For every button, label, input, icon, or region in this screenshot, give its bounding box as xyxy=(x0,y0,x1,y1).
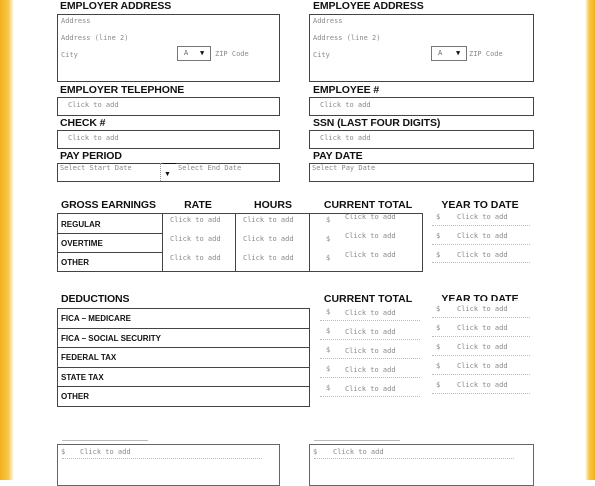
social-security-current-field[interactable]: Click to add xyxy=(345,328,396,336)
currency-symbol: $ xyxy=(326,308,331,316)
overtime-current-field[interactable]: Click to add xyxy=(345,232,396,240)
deductions-row-label: FICA – SOCIAL SECURITY xyxy=(61,334,162,343)
ytd-dotted-line xyxy=(432,393,530,394)
earnings-col-divider xyxy=(422,213,423,271)
date-picker-mark xyxy=(163,163,176,164)
overtime-rate-field[interactable]: Click to add xyxy=(170,235,221,243)
employer-telephone-label: EMPLOYER TELEPHONE xyxy=(60,84,185,96)
gross-earnings-header: GROSS EARNINGS xyxy=(61,199,156,211)
employee-zip-field[interactable]: ZIP Code xyxy=(469,50,503,58)
other-hours-field[interactable]: Click to add xyxy=(243,254,294,262)
regular-ytd-field[interactable]: Click to add xyxy=(457,213,508,221)
check-number-field[interactable]: Click to add xyxy=(68,134,119,142)
regular-rate-field[interactable]: Click to add xyxy=(170,216,221,224)
hours-header: HOURS xyxy=(254,199,292,211)
currency-symbol: $ xyxy=(436,251,441,259)
current-total-header: CURRENT TOTAL xyxy=(323,199,413,211)
employer-state-value: A xyxy=(184,49,189,57)
deductions-ytd-header: YEAR TO DATE xyxy=(441,293,519,301)
current-dotted-line xyxy=(320,377,420,378)
currency-symbol: $ xyxy=(436,232,441,240)
federal-tax-current-field[interactable]: Click to add xyxy=(345,347,396,355)
employee-state-value: A xyxy=(438,49,443,57)
current-dotted-line xyxy=(320,320,420,321)
currency-symbol: $ xyxy=(326,365,331,373)
chevron-down-icon: ▼ xyxy=(456,49,461,57)
regular-current-field[interactable]: Click to add xyxy=(345,213,396,221)
currency-symbol: $ xyxy=(326,254,331,262)
rate-header: RATE xyxy=(184,199,212,211)
medicare-ytd-field[interactable]: Click to add xyxy=(457,305,508,313)
currency-symbol: $ xyxy=(326,384,331,392)
ytd-dotted-line xyxy=(432,317,530,318)
year-to-date-header: YEAR TO DATE xyxy=(441,199,519,211)
pay-period-divider xyxy=(160,163,161,181)
deductions-row-label: OTHER xyxy=(61,392,89,401)
ytd-dotted-line xyxy=(432,374,530,375)
medicare-current-field[interactable]: Click to add xyxy=(345,309,396,317)
other-deduction-ytd-field[interactable]: Click to add xyxy=(457,381,508,389)
employer-address-label: EMPLOYER ADDRESS xyxy=(60,0,172,12)
earnings-row-divider xyxy=(57,233,162,234)
employee-state-select[interactable] xyxy=(431,46,467,61)
check-number-label: CHECK # xyxy=(60,117,106,129)
state-tax-current-field[interactable]: Click to add xyxy=(345,366,396,374)
current-dotted-line xyxy=(320,396,420,397)
employer-address-line2[interactable]: Address (line 2) xyxy=(61,34,129,42)
totals-label-underline xyxy=(314,440,400,441)
currency-symbol: $ xyxy=(326,346,331,354)
employee-number-field[interactable]: Click to add xyxy=(320,101,371,109)
total-dotted-line xyxy=(62,458,262,459)
deductions-current-header: CURRENT TOTAL xyxy=(323,293,413,305)
overtime-ytd-field[interactable]: Click to add xyxy=(457,232,508,240)
pay-date-label: PAY DATE xyxy=(313,150,363,162)
deductions-header: DEDUCTIONS xyxy=(61,293,130,305)
pay-period-label: PAY PERIOD xyxy=(60,150,122,162)
currency-symbol: $ xyxy=(436,362,441,370)
regular-hours-field[interactable]: Click to add xyxy=(243,216,294,224)
earnings-col-divider xyxy=(235,213,236,271)
employee-address-label: EMPLOYEE ADDRESS xyxy=(313,0,424,12)
ytd-dotted-line xyxy=(432,244,530,245)
total-dotted-line xyxy=(314,458,514,459)
currency-symbol: $ xyxy=(436,305,441,313)
other-rate-field[interactable]: Click to add xyxy=(170,254,221,262)
employer-city-field[interactable]: City xyxy=(61,51,78,59)
employee-address-line1[interactable]: Address xyxy=(313,17,343,25)
employer-zip-field[interactable]: ZIP Code xyxy=(215,50,249,58)
currency-symbol: $ xyxy=(436,324,441,332)
ytd-dotted-line xyxy=(432,262,530,263)
deductions-row-label: FICA – MEDICARE xyxy=(61,314,131,323)
chevron-down-icon: ▼ xyxy=(200,49,205,57)
employee-address-box xyxy=(309,14,534,82)
current-dotted-line xyxy=(320,358,420,359)
currency-symbol: $ xyxy=(326,327,331,335)
earnings-row-label: OVERTIME xyxy=(61,239,103,248)
currency-symbol: $ xyxy=(436,381,441,389)
deductions-row-divider xyxy=(57,386,309,387)
pay-period-end-field[interactable]: Select End Date xyxy=(178,164,242,172)
ytd-dotted-line xyxy=(432,355,530,356)
deductions-row-divider xyxy=(57,367,309,368)
ytd-dotted-line xyxy=(432,336,530,337)
totals-label-underline xyxy=(62,440,148,441)
currency-symbol: $ xyxy=(326,216,331,224)
deductions-row-label: FEDERAL TAX xyxy=(61,353,117,362)
other-ytd-field[interactable]: Click to add xyxy=(457,251,508,259)
overtime-hours-field[interactable]: Click to add xyxy=(243,235,294,243)
chevron-down-icon[interactable]: ▼ xyxy=(164,171,171,178)
deductions-row-label: STATE TAX xyxy=(61,373,104,382)
earnings-col-divider xyxy=(309,213,310,271)
total-right-field[interactable]: Click to add xyxy=(333,448,384,456)
federal-tax-ytd-field[interactable]: Click to add xyxy=(457,343,508,351)
pay-date-field[interactable]: Select Pay Date xyxy=(312,164,376,172)
current-dotted-line xyxy=(320,339,420,340)
earnings-row-label: OTHER xyxy=(61,258,89,267)
earnings-row-label: REGULAR xyxy=(61,220,101,229)
employer-address-line1[interactable]: Address xyxy=(61,17,91,25)
currency-symbol: $ xyxy=(326,235,331,243)
pay-period-start-field[interactable]: Select Start Date xyxy=(60,164,132,172)
ssn-field[interactable]: Click to add xyxy=(320,134,371,142)
deductions-row-divider xyxy=(57,347,309,348)
ssn-label: SSN (LAST FOUR DIGITS) xyxy=(313,117,441,129)
employee-address-line2[interactable]: Address (line 2) xyxy=(313,34,381,42)
ytd-dotted-line xyxy=(432,225,530,226)
currency-symbol: $ xyxy=(436,213,441,221)
currency-symbol: $ xyxy=(61,448,66,456)
currency-symbol: $ xyxy=(313,448,318,456)
earnings-bottom-line xyxy=(161,271,423,272)
deductions-row-divider xyxy=(57,328,309,329)
employee-number-label: EMPLOYEE # xyxy=(313,84,380,96)
employer-state-select[interactable] xyxy=(177,46,211,61)
state-tax-ytd-field[interactable]: Click to add xyxy=(457,362,508,370)
page-border-right xyxy=(585,0,595,480)
currency-symbol: $ xyxy=(436,343,441,351)
social-security-ytd-field[interactable]: Click to add xyxy=(457,324,508,332)
employee-city-field[interactable]: City xyxy=(313,51,330,59)
earnings-row-divider xyxy=(57,252,162,253)
page-border-left xyxy=(0,0,14,480)
other-current-field[interactable]: Click to add xyxy=(345,251,396,259)
employer-telephone-field[interactable]: Click to add xyxy=(68,101,119,109)
total-left-field[interactable]: Click to add xyxy=(80,448,131,456)
other-deduction-current-field[interactable]: Click to add xyxy=(345,385,396,393)
